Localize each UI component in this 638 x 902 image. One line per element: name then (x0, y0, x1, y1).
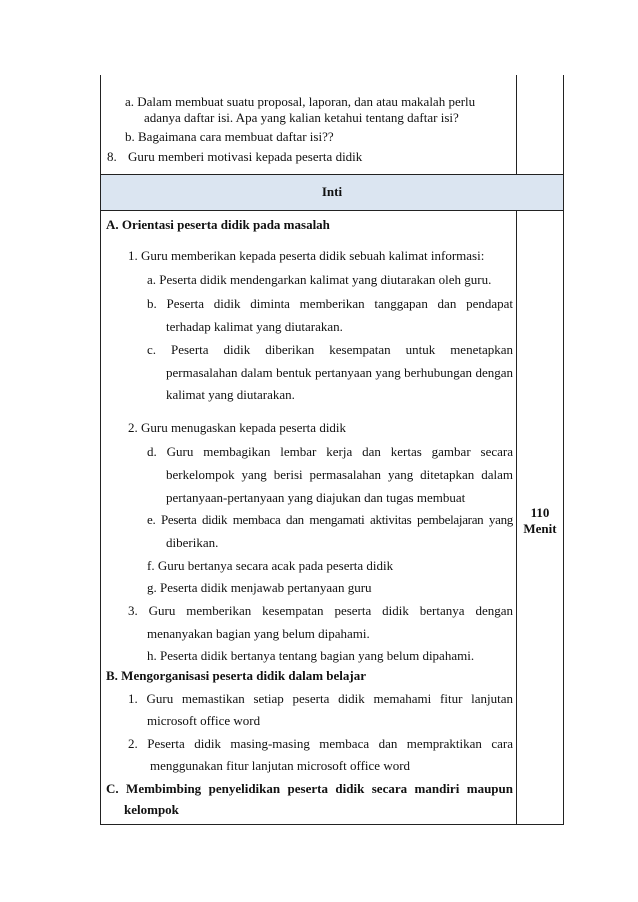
a-step-2d-line1: d. Guru membagikan lembar kerja dan kertas gambar secara (147, 444, 513, 459)
a-step-1: 1. Guru memberikan kepada peserta didik sebuah kalimat informasi: (128, 248, 485, 263)
a-step-2e-line1: e. Peserta didik membaca dan mengamati aktivitas pembelajaran yang (147, 512, 513, 527)
a-step-1c-line3: kalimat yang diutarakan. (166, 387, 295, 402)
a-step-1a: a. Peserta didik mendengarkan kalimat yang diutarakan oleh guru. (147, 272, 492, 287)
a-step-2d-line2: berkelompok yang berisi permasalahan yang ditetapkan dalam (166, 467, 513, 482)
a-step-1c-line2: permasalahan dalam bentuk pertanyaan yang berhubungan dengan (166, 365, 513, 380)
row-divider-top (100, 174, 564, 175)
a-step-2d-line3: pertanyaan-pertanyaan yang diajukan dan tugas membuat (166, 490, 466, 505)
section-c-title-line2: kelompok (124, 802, 179, 817)
b-step-1-line1: 1. Guru memastikan setiap peserta didik memahami fitur lanjutan (128, 691, 513, 706)
section-a-title: A. Orientasi peserta didik pada masalah (106, 217, 330, 232)
b-step-2-line1: 2. Peserta didik masing-masing membaca dan mempraktikan cara (128, 736, 513, 751)
a-step-3h: h. Peserta didik bertanya tentang bagian yang belum dipahami. (147, 648, 475, 663)
a-step-1b-line2: terhadap kalimat yang diutarakan. (166, 319, 343, 334)
table-bottom-border (100, 824, 564, 825)
column-divider-top (516, 75, 517, 174)
section-c-title-line1: C. Membimbing penyelidikan peserta didik secara mandiri maupun (106, 781, 513, 796)
section-b-title: B. Mengorganisasi peserta didik dalam belajar (106, 668, 367, 683)
time-unit: Menit (523, 521, 557, 536)
a-step-2g: g. Peserta didik menjawab pertanyaan guru (147, 580, 372, 595)
a-step-3-line2: menanyakan bagian yang belum dipahami. (147, 626, 370, 641)
a-step-2f: f. Guru bertanya secara acak pada peserta didik (147, 558, 394, 573)
step-8-number: 8. (107, 149, 117, 164)
a-step-2: 2. Guru menugaskan kepada peserta didik (128, 420, 347, 435)
row-divider-inti (100, 210, 564, 211)
a-step-1c-line1: c. Peserta didik diberikan kesempatan untuk menetapkan (147, 342, 513, 357)
item-a-line2: adanya daftar isi. Apa yang kalian ketahui tentang daftar isi? (144, 110, 459, 125)
item-a-line1: a. Dalam membuat suatu proposal, laporan, dan atau makalah perlu (125, 94, 476, 109)
a-step-2e-line2: diberikan. (166, 535, 219, 550)
b-step-2-line2: menggunakan fitur lanjutan microsoft office word (150, 758, 411, 773)
section-header-inti: Inti (321, 184, 343, 199)
a-step-3-line1: 3. Guru memberikan kesempatan peserta didik bertanya dengan (128, 603, 513, 618)
time-amount: 110 (530, 505, 550, 520)
step-8-text: Guru memberi motivasi kepada peserta didik (128, 149, 363, 164)
b-step-1-line2: microsoft office word (147, 713, 261, 728)
item-b: b. Bagaimana cara membuat daftar isi?? (125, 129, 334, 144)
a-step-1b-line1: b. Peserta didik diminta memberikan tanggapan dan pendapat (147, 296, 513, 311)
